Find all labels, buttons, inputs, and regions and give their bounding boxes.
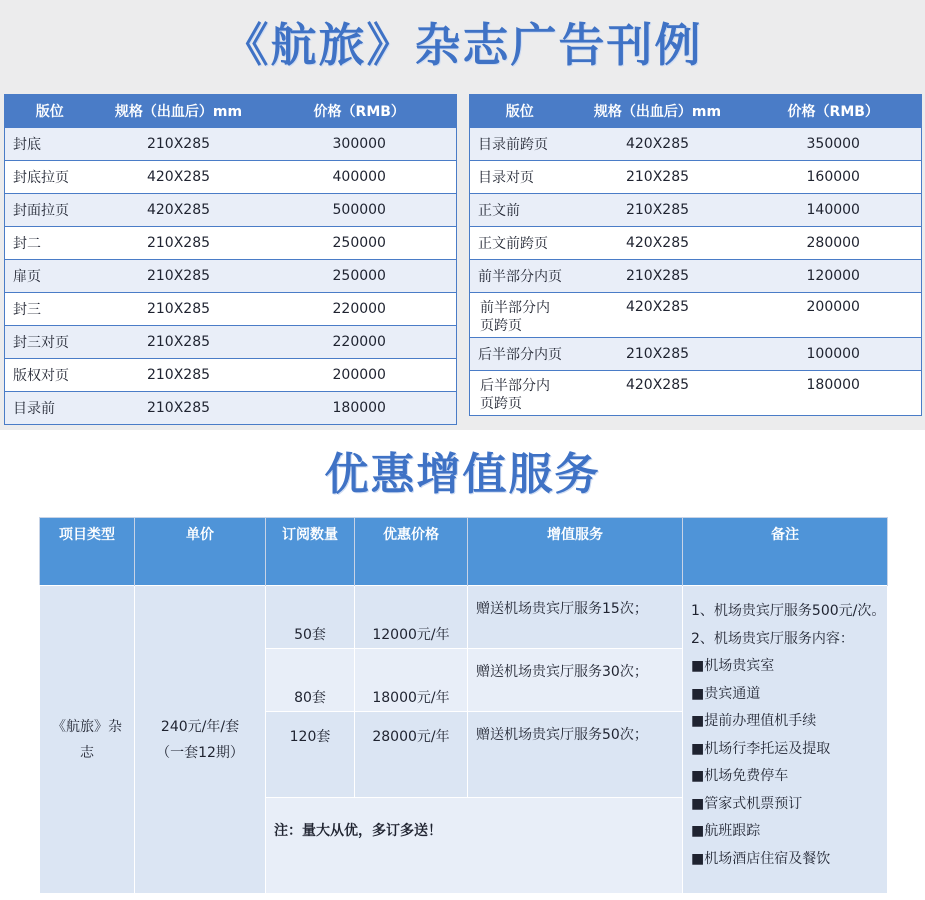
price-cell: 250000 xyxy=(263,260,457,293)
table-row xyxy=(5,128,457,161)
header-spec: 规格（出血后）mm xyxy=(570,95,746,128)
tier-benefit: 赠送机场贵宾厅服务50次； xyxy=(468,712,683,798)
tier-price: 18000元/年 xyxy=(355,649,468,712)
price-cell: 300000 xyxy=(263,128,457,161)
tier-row xyxy=(40,586,888,649)
table-row xyxy=(5,359,457,392)
item-type: 《航旅》杂志 xyxy=(40,586,135,894)
spec-cell: 210X285 xyxy=(570,161,746,194)
header-position: 版位 xyxy=(5,95,95,128)
notes-cell xyxy=(683,586,888,894)
header-quantity: 订阅数量 xyxy=(266,518,355,586)
position-cell: 前半部分内页 xyxy=(470,260,570,293)
position-cell: 目录前跨页 xyxy=(470,128,570,161)
table-row xyxy=(470,293,922,338)
services-table xyxy=(39,517,888,894)
position-cell: 后半部分内页 xyxy=(470,338,570,371)
position-cell: 扉页 xyxy=(5,260,95,293)
price-cell: 100000 xyxy=(746,338,922,371)
table-row xyxy=(5,227,457,260)
price-cell: 180000 xyxy=(263,392,457,425)
note-item: 1、机场贵宾厅服务500元/次。 xyxy=(691,603,886,619)
spec-cell: 210X285 xyxy=(570,338,746,371)
table-row xyxy=(5,194,457,227)
header-position: 版位 xyxy=(470,95,570,128)
table-header-row xyxy=(470,95,922,128)
note-item: ■机场行李托运及提取 xyxy=(691,740,831,757)
table-row xyxy=(5,392,457,425)
position-cell: 正文前跨页 xyxy=(470,227,570,260)
header-discount-price: 优惠价格 xyxy=(355,518,468,586)
table-row xyxy=(5,161,457,194)
table-row xyxy=(470,227,922,260)
table-header-row xyxy=(5,95,457,128)
price-cell: 500000 xyxy=(263,194,457,227)
tier-benefit: 赠送机场贵宾厅服务30次； xyxy=(468,649,683,712)
tier-quantity: 120套 xyxy=(266,712,355,798)
table-row xyxy=(5,293,457,326)
position-cell: 前半部分内页跨页 xyxy=(470,293,570,338)
price-cell: 200000 xyxy=(263,359,457,392)
position-cell: 正文前 xyxy=(470,194,570,227)
position-cell: 封三对页 xyxy=(5,326,95,359)
tier-quantity: 80套 xyxy=(266,649,355,712)
spec-cell: 420X285 xyxy=(570,128,746,161)
spec-cell: 210X285 xyxy=(95,293,263,326)
header-unit-price: 单价 xyxy=(135,518,266,586)
header-item-type: 项目类型 xyxy=(40,518,135,586)
services-header-row xyxy=(40,518,888,586)
position-cell: 版权对页 xyxy=(5,359,95,392)
table-row xyxy=(470,260,922,293)
spec-cell: 210X285 xyxy=(95,326,263,359)
note-item: ■管家式机票预订 xyxy=(691,795,803,812)
table-row xyxy=(470,371,922,416)
price-cell: 280000 xyxy=(746,227,922,260)
unit-price: 240元/年/套（一套12期） xyxy=(135,586,266,894)
header-spec: 规格（出血后）mm xyxy=(95,95,263,128)
price-cell: 220000 xyxy=(263,326,457,359)
spec-cell: 210X285 xyxy=(95,359,263,392)
table-row xyxy=(470,338,922,371)
table-row xyxy=(470,161,922,194)
note-item: ■提前办理值机手续 xyxy=(691,713,817,729)
services-title: 优惠增值服务 xyxy=(324,449,601,500)
price-cell: 220000 xyxy=(263,293,457,326)
position-cell: 封二 xyxy=(5,227,95,260)
tier-price: 12000元/年 xyxy=(355,586,468,649)
header-price: 价格（RMB） xyxy=(746,95,922,128)
note-item: ■机场免费停车 xyxy=(691,768,789,784)
price-cell: 250000 xyxy=(263,227,457,260)
spec-cell: 210X285 xyxy=(570,194,746,227)
spec-cell: 420X285 xyxy=(570,371,746,416)
spec-cell: 210X285 xyxy=(95,128,263,161)
position-cell: 封底拉页 xyxy=(5,161,95,194)
table-row xyxy=(5,326,457,359)
position-cell: 后半部分内页跨页 xyxy=(470,371,570,416)
price-cell: 160000 xyxy=(746,161,922,194)
spec-cell: 420X285 xyxy=(570,293,746,338)
spec-cell: 420X285 xyxy=(95,194,263,227)
price-cell: 350000 xyxy=(746,128,922,161)
spec-cell: 210X285 xyxy=(95,392,263,425)
price-cell: 200000 xyxy=(746,293,922,338)
remark-text: 注：量大从优，多订多送！ xyxy=(266,798,683,894)
rate-table-left xyxy=(4,94,457,425)
header-price: 价格（RMB） xyxy=(263,95,457,128)
note-item: ■机场贵宾室 xyxy=(691,658,775,674)
table-row xyxy=(470,128,922,161)
spec-cell: 420X285 xyxy=(95,161,263,194)
price-cell: 400000 xyxy=(263,161,457,194)
position-cell: 封底 xyxy=(5,128,95,161)
price-cell: 180000 xyxy=(746,371,922,416)
rate-table-right xyxy=(469,94,922,416)
position-cell: 目录前 xyxy=(5,392,95,425)
note-item: 2、机场贵宾厅服务内容： xyxy=(691,630,854,647)
position-cell: 封三 xyxy=(5,293,95,326)
note-item: ■机场酒店住宿及餐饮 xyxy=(691,850,831,867)
position-cell: 目录对页 xyxy=(470,161,570,194)
table-row xyxy=(5,260,457,293)
notes-list xyxy=(691,598,887,873)
spec-cell: 210X285 xyxy=(95,227,263,260)
page-title: 《航旅》杂志广告刊例 xyxy=(222,18,703,72)
note-item: ■贵宾通道 xyxy=(691,685,761,702)
price-cell: 140000 xyxy=(746,194,922,227)
tier-quantity: 50套 xyxy=(266,586,355,649)
price-cell: 120000 xyxy=(746,260,922,293)
spec-cell: 210X285 xyxy=(95,260,263,293)
spec-cell: 420X285 xyxy=(570,227,746,260)
tier-benefit: 赠送机场贵宾厅服务15次； xyxy=(468,586,683,649)
header-remarks: 备注 xyxy=(683,518,888,586)
header-value-added: 增值服务 xyxy=(468,518,683,586)
table-row xyxy=(470,194,922,227)
tier-price: 28000元/年 xyxy=(355,712,468,798)
spec-cell: 210X285 xyxy=(570,260,746,293)
position-cell: 封面拉页 xyxy=(5,194,95,227)
note-item: ■航班跟踪 xyxy=(691,823,761,839)
